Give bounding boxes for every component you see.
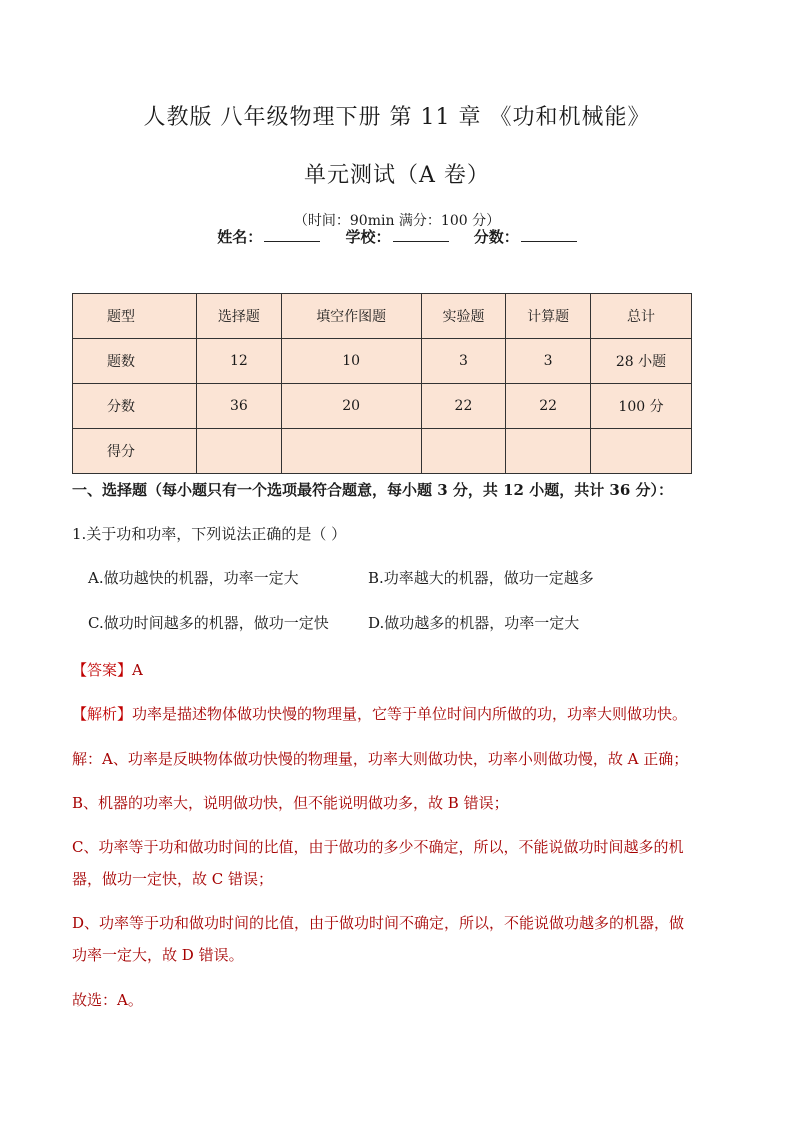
table-cell: 总计 — [590, 294, 691, 339]
student-info-fields — [0, 226, 794, 247]
table-cell: 3 — [421, 339, 506, 384]
table-cell: 选择题 — [197, 294, 282, 339]
section-heading: 一、选择题（每小题只有一个选项最符合题意，每小题 3 分，共 12 小题，共计 36 分）： — [72, 481, 674, 499]
table-cell: 分数 — [73, 384, 197, 429]
analysis-line — [72, 703, 687, 724]
table-cell: 10 — [281, 339, 421, 384]
solution-line: D、功率等于功和做功时间的比值，由于做功时间不确定，所以，不能说做功越多的机器，做 — [72, 914, 685, 932]
answer-line — [72, 659, 143, 680]
score-entry-cell[interactable] — [506, 429, 591, 474]
solution-line: B、机器的功率大，说明做功快，但不能说明做功多，故 B 错误； — [72, 794, 509, 812]
table-cell: 20 — [281, 384, 421, 429]
answer-value: A — [132, 661, 143, 679]
name-field[interactable]: 姓名： — [217, 226, 320, 247]
table-cell: 填空作图题 — [281, 294, 421, 339]
score-summary-table — [72, 293, 692, 474]
table-cell: 得分 — [73, 429, 197, 474]
solution-line: 解：A、功率是反映物体做功快慢的物理量，功率大则做功快，功率小则做功慢，故 A 正确； — [72, 750, 689, 768]
solution-line: C、功率等于功和做功时间的比值，由于做功的多少不确定，所以，不能说做功时间越多的机 — [72, 838, 684, 856]
table-cell: 实验题 — [421, 294, 506, 339]
document-title-line2: 单元测试（A 卷） — [304, 163, 490, 188]
conclusion-line: 故选：A。 — [72, 991, 143, 1009]
score-field[interactable]: 分数： — [474, 226, 577, 247]
school-blank[interactable] — [393, 227, 449, 242]
table-row — [73, 429, 692, 474]
school-field[interactable]: 学校： — [345, 226, 448, 247]
option-a: A.做功越快的机器，功率一定大 — [88, 569, 299, 587]
score-entry-cell[interactable] — [197, 429, 282, 474]
table-cell: 22 — [421, 384, 506, 429]
solution-line: 器，做功一定快，故 C 错误； — [72, 870, 274, 888]
question-1-stem: 1.关于功和功率，下列说法正确的是（ ） — [72, 525, 347, 543]
table-cell: 计算题 — [506, 294, 591, 339]
analysis-tag: 【解析】 — [72, 705, 133, 723]
table-cell: 12 — [197, 339, 282, 384]
option-c: C.做功时间越多的机器，做功一定快 — [88, 614, 329, 632]
table-cell: 22 — [506, 384, 591, 429]
table-row — [73, 294, 692, 339]
table-row — [73, 339, 692, 384]
answer-tag: 【答案】 — [72, 661, 133, 679]
exam-time-score-info: （时间：90min 满分：100 分） — [293, 213, 501, 229]
analysis-text: 功率是描述物体做功快慢的物理量，它等于单位时间内所做的功，功率大则做功快。 — [132, 705, 688, 723]
table-row — [73, 384, 692, 429]
option-b: B.功率越大的机器，做功一定越多 — [368, 569, 594, 587]
document-title-line1: 人教版 八年级物理下册 第 11 章 《功和机械能》 — [143, 105, 651, 130]
table-cell: 36 — [197, 384, 282, 429]
solution-line: 功率一定大，故 D 错误。 — [72, 946, 244, 964]
score-entry-cell[interactable] — [281, 429, 421, 474]
name-blank[interactable] — [264, 227, 320, 242]
table-cell: 100 分 — [590, 384, 691, 429]
table-cell: 3 — [506, 339, 591, 384]
option-d: D.做功越多的机器，功率一定大 — [368, 614, 580, 632]
table-cell: 题数 — [73, 339, 197, 384]
score-blank[interactable] — [521, 227, 577, 242]
table-cell: 28 小题 — [590, 339, 691, 384]
score-entry-cell[interactable] — [590, 429, 691, 474]
score-entry-cell[interactable] — [421, 429, 506, 474]
table-cell: 题型 — [73, 294, 197, 339]
